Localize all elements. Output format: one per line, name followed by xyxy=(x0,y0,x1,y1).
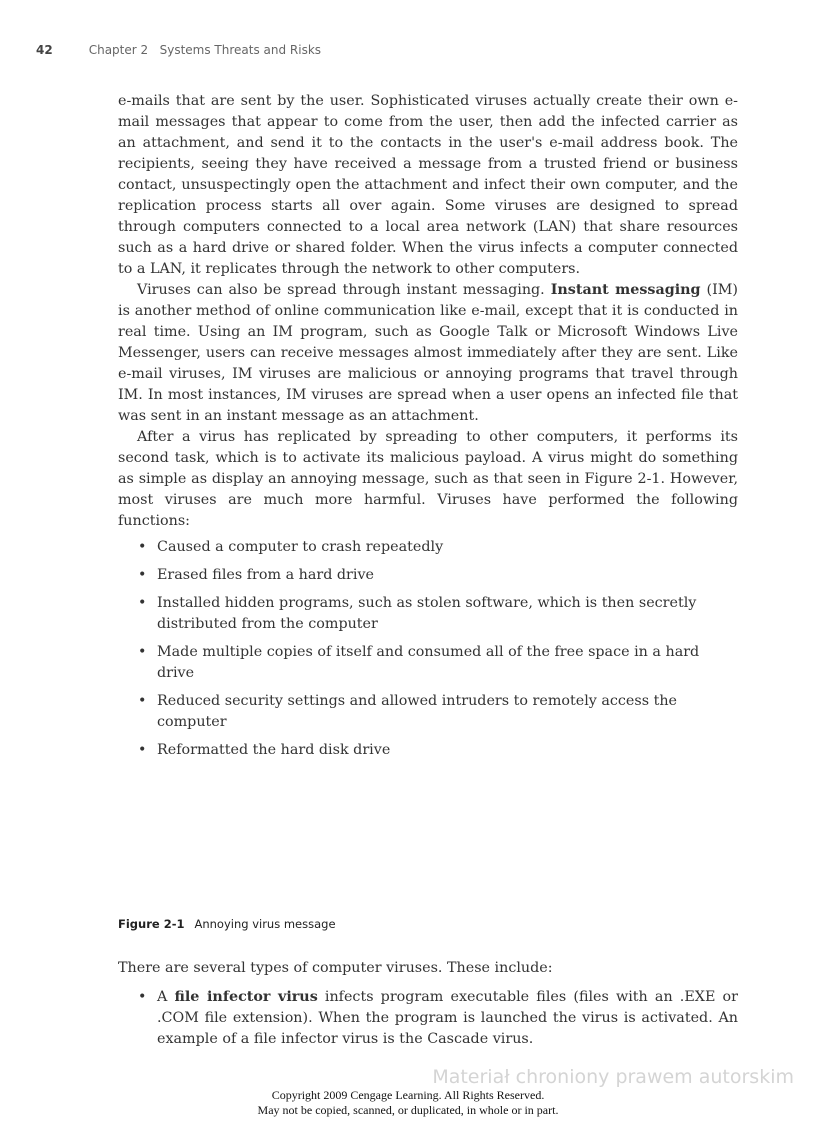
types-section xyxy=(118,958,738,1057)
types-intro: There are several types of computer viruses. These include: xyxy=(118,960,553,976)
types-list xyxy=(118,987,738,1050)
chapter-title: Systems Threats and Risks xyxy=(159,43,322,57)
key-term: Instant messaging xyxy=(550,282,701,298)
figure-label: Figure 2-1 xyxy=(118,917,185,931)
chapter-label: Chapter 2 xyxy=(88,43,149,57)
copyright-notice xyxy=(0,1088,816,1118)
paragraph: Viruses can also be spread through instant messaging. Instant messaging (IM) is another method of online communication like e-mail, except that it is conducted in real time. Using an IM program, such as Google Talk or Microsoft Windows Live Messenger, users can receive messages almost immediately after they are sent. Like e-mail viruses, IM viruses are malicious or annoying programs that travel through IM. In most instances, IM viruses are spread when a user opens an infected file that was sent in an instant message as an attachment. xyxy=(118,282,738,424)
list-item: • Caused a computer to crash repeatedly xyxy=(157,537,738,558)
list-item: • Reformatted the hard disk drive xyxy=(157,740,738,761)
paragraph: e-mails that are sent by the user. Sophisticated viruses actually create their own e-mail messages that appear to come from the user, then add the infected carrier as an attachment, and send it to the contacts in the user's e-mail address book. The recipients, seeing they have received a message from a trusted friend or business contact, unsuspectingly open the attachment and infect their own computer, and the replication process starts all over again. Some viruses are designed to spread through computers connected to a local area network (LAN) that share resources such as a hard drive or shared folder. When the virus infects a computer connected to a LAN, it replicates through the network to other computers. xyxy=(118,93,738,277)
list-item: • A file infector virus infects program executable files (files with an .EXE or .COM file extension). When the program is launched the virus is activated. An example of a file infector virus is the Cascade virus. xyxy=(157,987,738,1050)
body-text xyxy=(118,91,738,768)
list-item: • Erased files from a hard drive xyxy=(157,565,738,586)
functions-list xyxy=(118,537,738,761)
figure-caption-text: Annoying virus message xyxy=(194,917,336,931)
list-item: • Installed hidden programs, such as stolen software, which is then secretly distributed from the computer xyxy=(157,593,738,635)
paragraph: After a virus has replicated by spreading to other computers, it performs its second task, which is to activate its malicious payload. A virus might do something as simple as display an annoying message, such as that seen in Figure 2-1. However, most viruses are much more harmful. Viruses have performed the following functions: xyxy=(118,429,738,529)
list-item: • Reduced security settings and allowed intruders to remotely access the computer xyxy=(157,691,738,733)
watermark: Materiał chroniony prawem autorskim xyxy=(432,1066,794,1088)
running-header xyxy=(36,43,796,57)
key-term: file infector virus xyxy=(174,989,318,1005)
copyright-line: Copyright 2009 Cengage Learning. All Rights Reserved. xyxy=(271,1088,545,1102)
page-number: 42 xyxy=(36,43,53,57)
list-item: • Made multiple copies of itself and consumed all of the free space in a hard drive xyxy=(157,642,738,684)
figure-caption xyxy=(118,917,336,931)
running-title xyxy=(89,43,321,57)
copyright-line: May not be copied, scanned, or duplicated, in whole or in part. xyxy=(257,1103,559,1117)
